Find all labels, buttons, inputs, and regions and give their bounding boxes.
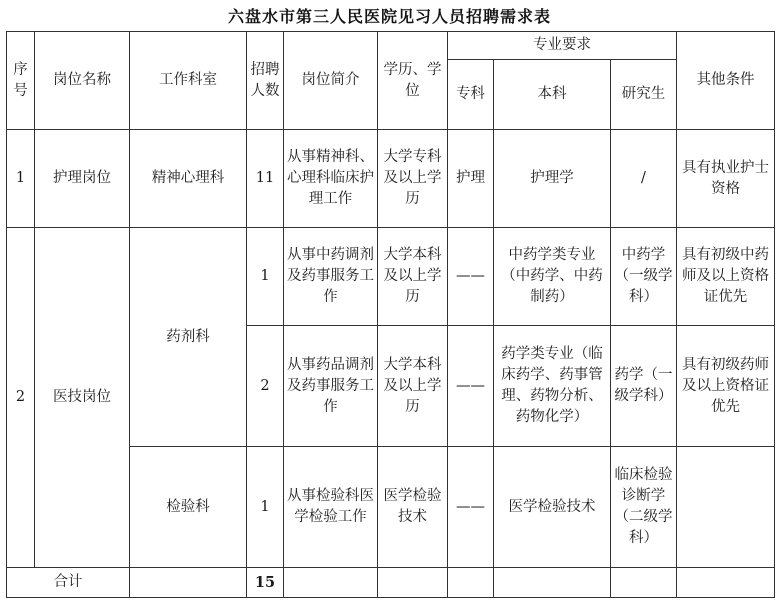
cell-edu: 医学检验技术 [378, 447, 448, 568]
cell-position: 护理岗位 [35, 130, 130, 228]
cell-dept: 药剂科 [130, 228, 247, 447]
cell-yanjiusheng: 临床检验诊断学（二级学科） [611, 447, 677, 568]
total-empty-cell [130, 568, 247, 598]
cell-zhuanke: 护理 [448, 130, 494, 228]
cell-zhuanke: —— [448, 228, 494, 326]
cell-other: 具有执业护士资格 [677, 130, 775, 228]
cell-yanjiusheng: 药学（一级学科） [611, 326, 677, 447]
page-title: 六盘水市第三人民医院见习人员招聘需求表 [227, 7, 551, 26]
cell-edu: 大学本科及以上学历 [378, 326, 448, 447]
cell-intro: 从事精神科、心理科临床护理工作 [284, 130, 378, 228]
total-empty-cell [284, 568, 378, 598]
cell-intro: 从事中药调剂及药事服务工作 [284, 228, 378, 326]
cell-other [677, 447, 775, 568]
cell-zhuanke: —— [448, 326, 494, 447]
header-intro: 岗位简介 [284, 32, 378, 130]
total-empty-cell [448, 568, 494, 598]
cell-intro: 从事药品调剂及药事服务工作 [284, 326, 378, 447]
cell-position: 医技岗位 [35, 228, 130, 568]
header-yanjiusheng: 研究生 [611, 60, 677, 130]
cell-other: 具有初级药师及以上资格证优先 [677, 326, 775, 447]
total-empty-cell [378, 568, 448, 598]
header-count: 招聘人数 [247, 32, 284, 130]
cell-count: 11 [247, 130, 284, 228]
cell-seq: 2 [7, 228, 35, 568]
cell-benke: 药学类专业（临床药学、药事管理、药物分析、药物化学） [494, 326, 611, 447]
cell-count: 1 [247, 447, 284, 568]
total-row [7, 568, 775, 598]
cell-edu: 大学本科及以上学历 [378, 228, 448, 326]
total-empty-cell [494, 568, 611, 598]
total-label: 合计 [7, 568, 130, 598]
cell-count: 1 [247, 228, 284, 326]
total-empty-cell [677, 568, 775, 598]
cell-edu: 大学专科及以上学历 [378, 130, 448, 228]
header-edu: 学历、学位 [378, 32, 448, 130]
header-major-req: 专业要求 [448, 32, 677, 60]
cell-yanjiusheng: 中药学（一级学科） [611, 228, 677, 326]
cell-yanjiusheng: / [611, 130, 677, 228]
cell-benke: 医学检验技术 [494, 447, 611, 568]
cell-zhuanke: —— [448, 447, 494, 568]
table-row [7, 130, 775, 228]
cell-benke: 中药学类专业（中药学、中药制药） [494, 228, 611, 326]
cell-intro: 从事检验科医学检验工作 [284, 447, 378, 568]
cell-other: 具有初级中药师及以上资格证优先 [677, 228, 775, 326]
table-row [7, 228, 775, 326]
header-dept: 工作科室 [130, 32, 247, 130]
cell-dept: 精神心理科 [130, 130, 247, 228]
cell-benke: 护理学 [494, 130, 611, 228]
cell-dept: 检验科 [130, 447, 247, 568]
header-zhuanke: 专科 [448, 60, 494, 130]
recruitment-table [6, 31, 775, 598]
cell-count: 2 [247, 326, 284, 447]
total-empty-cell [611, 568, 677, 598]
header-benke: 本科 [494, 60, 611, 130]
header-other: 其他条件 [677, 32, 775, 130]
total-count: 15 [247, 568, 284, 598]
header-seq: 序号 [7, 32, 35, 130]
header-position: 岗位名称 [35, 32, 130, 130]
cell-seq: 1 [7, 130, 35, 228]
